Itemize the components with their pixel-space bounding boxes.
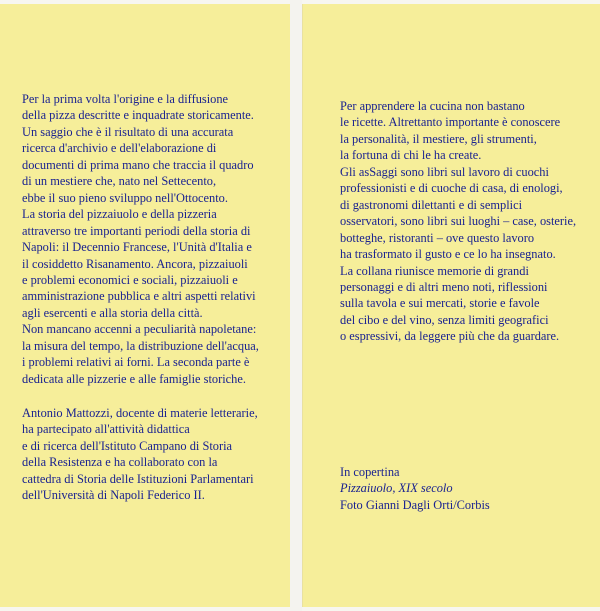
series-line: Per apprendere la cucina non bastano — [340, 99, 525, 113]
author-bio-line: dell'Università di Napoli Federico II. — [22, 488, 205, 503]
series-description — [340, 98, 576, 345]
author-bio-line: Antonio Mattozzi, docente di materie letterarie, — [22, 406, 258, 420]
author-bio-line: e di ricerca dell'Istituto Campano di Storia — [22, 438, 233, 453]
synopsis-line: Per la prima volta l'origine e la diffusione — [22, 92, 229, 106]
series-line: osservatori, sono libri sui luoghi – case, osterie, — [340, 214, 577, 229]
series-line: del cibo e del vino, senza limiti geografici — [340, 312, 549, 327]
author-bio-line: della Resistenza e ha collaborato con la — [22, 455, 218, 470]
synopsis-line: Non mancano accenni a peculiarità napoletane: — [22, 322, 257, 337]
synopsis-line: e problemi economici e sociali, pizzaiuoli e — [22, 272, 238, 287]
book-synopsis — [22, 91, 259, 387]
synopsis-line: agli esercenti e alla storia della città. — [22, 305, 203, 320]
series-line: professionisti e di cuoche di casa, di enologi, — [340, 181, 563, 196]
cover-credit — [340, 464, 490, 513]
series-line: le ricette. Altrettanto importante è conoscere — [340, 115, 561, 130]
cover-credit-label: In copertina — [340, 465, 400, 479]
synopsis-line: La storia del pizzaiuolo e della pizzeria — [22, 207, 217, 222]
series-line: botteghe, ristoranti – ove questo lavoro — [340, 230, 535, 245]
synopsis-line: Napoli: il Decennio Francese, l'Unità d'Italia e — [22, 240, 252, 255]
series-line: La collana riunisce memorie di grandi — [340, 263, 529, 278]
series-line: la fortuna di chi le ha create. — [340, 148, 482, 163]
synopsis-line: amministrazione pubblica e altri aspetti relativi — [22, 289, 256, 304]
synopsis-line: della pizza descritte e inquadrate storicamente. — [22, 108, 254, 123]
gutter — [290, 0, 302, 611]
series-line: la personalità, il mestiere, gli strumenti, — [340, 131, 537, 146]
author-bio-line: ha partecipato all'attività didattica — [22, 422, 190, 437]
series-line: personaggi e di altri meno noti, riflessioni — [340, 279, 548, 294]
author-bio-line: cattedra di Storia delle Istituzioni Parlamentari — [22, 471, 254, 486]
photo-credit: Foto Gianni Dagli Orti/Corbis — [340, 497, 490, 512]
synopsis-line: attraverso tre importanti periodi della storia di — [22, 223, 251, 238]
synopsis-line: dedicata alle pizzerie e alle famiglie storiche. — [22, 371, 246, 386]
cover-image-title: Pizzaiuolo, XIX secolo — [340, 481, 453, 496]
synopsis-line: Un saggio che è il risultato di una accurata — [22, 124, 234, 139]
synopsis-line: i problemi relativi ai forni. La seconda parte è — [22, 355, 250, 370]
series-line: sulla tavola e sui mercati, storie e favole — [340, 296, 540, 311]
synopsis-line: ricerca d'archivio e dell'elaborazione di — [22, 141, 217, 156]
synopsis-line: documenti di prima mano che traccia il quadro — [22, 157, 254, 172]
series-line: di gastronomi dilettanti e di semplici — [340, 197, 523, 212]
synopsis-line: la misura del tempo, la distribuzione dell'acqua, — [22, 338, 259, 353]
series-line: Gli asSaggi sono libri sul lavoro di cuochi — [340, 164, 549, 179]
synopsis-line: il cosiddetto Risanamento. Ancora, pizzaiuoli — [22, 256, 248, 271]
synopsis-line: di un mestiere che, nato nel Settecento, — [22, 174, 217, 189]
series-line: ha trasformato il gusto e ce lo ha insegnato. — [340, 247, 556, 262]
series-line: o espressivi, da leggere più che da guardare. — [340, 329, 560, 344]
synopsis-line: ebbe il suo pieno sviluppo nell'Ottocento. — [22, 190, 228, 205]
author-bio — [22, 405, 258, 504]
